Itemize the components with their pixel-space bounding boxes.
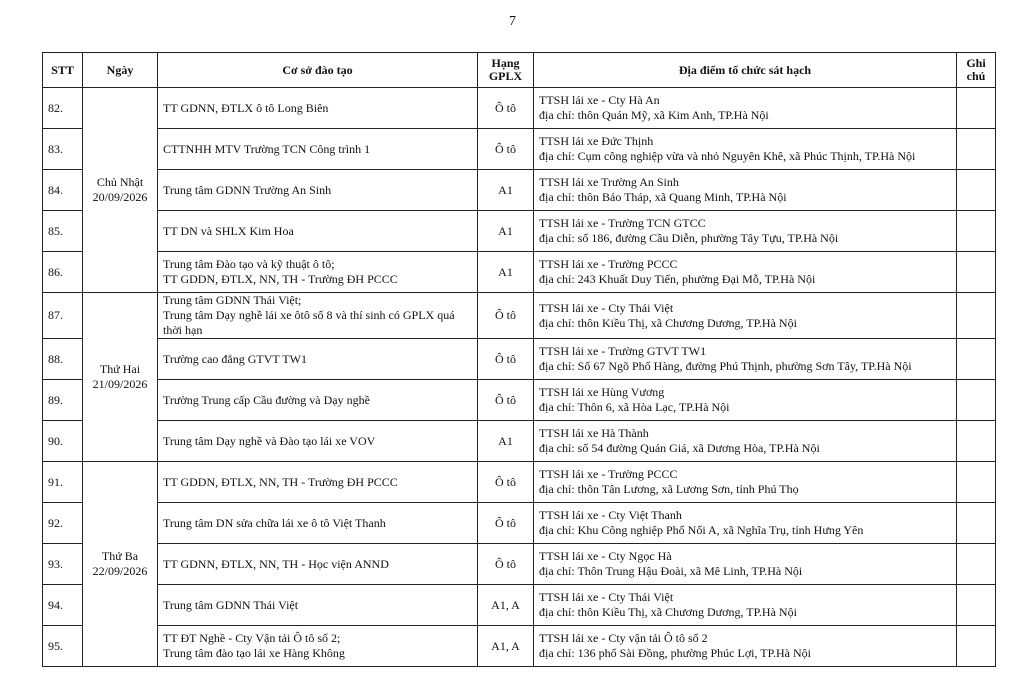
date-cell: Chủ Nhật 20/09/2026 bbox=[83, 88, 158, 293]
test-center-name: TTSH lái xe - Cty Thái Việt bbox=[539, 300, 674, 315]
table-body bbox=[43, 88, 996, 667]
location-cell bbox=[534, 503, 957, 544]
note-cell bbox=[957, 252, 996, 293]
test-center-address: địa chỉ: thôn Tân Lương, xã Lương Sơn, tỉnh Phú Thọ bbox=[539, 482, 799, 496]
header-facility: Cơ sở đào tạo bbox=[158, 53, 478, 88]
table-header-row bbox=[43, 53, 996, 88]
note-cell bbox=[957, 462, 996, 503]
table-row bbox=[43, 544, 996, 585]
stt-cell: 90. bbox=[43, 421, 83, 462]
header-note: Ghi chú bbox=[957, 53, 996, 88]
header-stt: STT bbox=[43, 53, 83, 88]
note-cell bbox=[957, 503, 996, 544]
test-center-name: TTSH lái xe Hà Thành bbox=[539, 426, 649, 440]
table-row bbox=[43, 129, 996, 170]
test-center-name: TTSH lái xe Trường An Sinh bbox=[539, 175, 679, 189]
stt-cell: 93. bbox=[43, 544, 83, 585]
rank-cell: Ô tô bbox=[478, 503, 534, 544]
table-row bbox=[43, 88, 996, 129]
table-row bbox=[43, 421, 996, 462]
location-cell bbox=[534, 339, 957, 380]
facility-cell: Trung tâm DN sửa chữa lái xe ô tô Việt Thanh bbox=[158, 503, 478, 544]
test-center-address: địa chỉ: thôn Bảo Tháp, xã Quang Minh, TP.Hà Nội bbox=[539, 190, 787, 204]
location-cell bbox=[534, 544, 957, 585]
stt-cell: 88. bbox=[43, 339, 83, 380]
facility-cell: Trung tâm GDNN Thái Việt; Trung tâm Dạy nghề lái xe ôtô số 8 và thí sinh có GPLX quá thời hạn bbox=[158, 293, 478, 339]
table-row bbox=[43, 170, 996, 211]
rank-cell: Ô tô bbox=[478, 339, 534, 380]
test-center-name: TTSH lái xe - Cty Việt Thanh bbox=[539, 508, 682, 522]
test-center-name: TTSH lái xe - Cty Thái Việt bbox=[539, 590, 674, 604]
test-center-address: địa chỉ: Khu Công nghiệp Phố Nối A, xã Nghĩa Trụ, tỉnh Hưng Yên bbox=[539, 523, 864, 537]
rank-cell: Ô tô bbox=[478, 88, 534, 129]
table-row bbox=[43, 626, 996, 667]
rank-cell: Ô tô bbox=[478, 462, 534, 503]
location-cell bbox=[534, 211, 957, 252]
location-cell bbox=[534, 252, 957, 293]
header-rank: Hạng GPLX bbox=[478, 53, 534, 88]
location-cell bbox=[534, 170, 957, 211]
facility-cell: Trung tâm Đào tạo và kỹ thuật ô tô; TT GDDN, ĐTLX, NN, TH - Trường ĐH PCCC bbox=[158, 252, 478, 293]
test-center-address: địa chỉ: số 54 đường Quán Giá, xã Dương Hòa, TP.Hà Nội bbox=[539, 441, 820, 455]
test-center-name: TTSH lái xe - Cty vận tải Ô tô số 2 bbox=[539, 631, 708, 645]
test-center-name: TTSH lái xe - Trường PCCC bbox=[539, 467, 678, 481]
rank-cell: Ô tô bbox=[478, 129, 534, 170]
table-row bbox=[43, 293, 996, 339]
note-cell bbox=[957, 211, 996, 252]
stt-cell: 83. bbox=[43, 129, 83, 170]
location-cell bbox=[534, 585, 957, 626]
stt-cell: 94. bbox=[43, 585, 83, 626]
table-row bbox=[43, 211, 996, 252]
note-cell bbox=[957, 380, 996, 421]
facility-cell: TT DN và SHLX Kim Hoa bbox=[158, 211, 478, 252]
stt-cell: 95. bbox=[43, 626, 83, 667]
location-cell bbox=[534, 462, 957, 503]
test-center-name: TTSH lái xe - Cty Hà An bbox=[539, 93, 660, 107]
note-cell bbox=[957, 293, 996, 339]
stt-cell: 91. bbox=[43, 462, 83, 503]
facility-cell: TT GDNN, ĐTLX ô tô Long Biên bbox=[158, 88, 478, 129]
rank-cell: A1 bbox=[478, 421, 534, 462]
test-center-address: địa chỉ: Số 67 Ngõ Phố Hàng, đường Phú Thịnh, phường Sơn Tây, TP.Hà Nội bbox=[539, 359, 912, 373]
stt-cell: 86. bbox=[43, 252, 83, 293]
location-cell bbox=[534, 293, 957, 339]
test-center-address: địa chỉ: thôn Quán Mỹ, xã Kim Anh, TP.Hà Nội bbox=[539, 108, 769, 122]
test-center-name: TTSH lái xe - Trường PCCC bbox=[539, 257, 678, 271]
note-cell bbox=[957, 170, 996, 211]
test-center-address: địa chỉ: thôn Kiều Thị, xã Chương Dương, TP.Hà Nội bbox=[539, 315, 797, 330]
table-row bbox=[43, 503, 996, 544]
stt-cell: 82. bbox=[43, 88, 83, 129]
note-cell bbox=[957, 129, 996, 170]
page-number: 7 bbox=[509, 14, 516, 29]
rank-cell: Ô tô bbox=[478, 544, 534, 585]
test-center-address: địa chỉ: số 186, đường Cầu Diễn, phường Tây Tựu, TP.Hà Nội bbox=[539, 231, 839, 245]
rank-cell: Ô tô bbox=[478, 293, 534, 339]
test-center-name: TTSH lái xe - Cty Ngọc Hà bbox=[539, 549, 672, 563]
rank-cell: A1 bbox=[478, 252, 534, 293]
facility-cell: Trung tâm GDNN Thái Việt bbox=[158, 585, 478, 626]
stt-cell: 87. bbox=[43, 293, 83, 339]
table-row bbox=[43, 339, 996, 380]
note-cell bbox=[957, 626, 996, 667]
table-row bbox=[43, 585, 996, 626]
note-cell bbox=[957, 544, 996, 585]
test-center-name: TTSH lái xe - Trường GTVT TW1 bbox=[539, 344, 707, 358]
facility-cell: TT GDDN, ĐTLX, NN, TH - Trường ĐH PCCC bbox=[158, 462, 478, 503]
rank-cell: A1, A bbox=[478, 585, 534, 626]
location-cell bbox=[534, 626, 957, 667]
header-location: Địa điểm tổ chức sát hạch bbox=[534, 53, 957, 88]
rank-cell: A1 bbox=[478, 170, 534, 211]
test-center-name: TTSH lái xe Đức Thịnh bbox=[539, 134, 654, 148]
stt-cell: 84. bbox=[43, 170, 83, 211]
header-date: Ngày bbox=[83, 53, 158, 88]
location-cell bbox=[534, 380, 957, 421]
test-center-address: địa chỉ: 136 phố Sài Đồng, phường Phúc Lợi, TP.Hà Nội bbox=[539, 646, 811, 660]
facility-cell: Trung tâm Dạy nghề và Đào tạo lái xe VOV bbox=[158, 421, 478, 462]
test-center-address: địa chỉ: thôn Kiều Thị, xã Chương Dương, TP.Hà Nội bbox=[539, 605, 797, 619]
note-cell bbox=[957, 585, 996, 626]
facility-cell: CTTNHH MTV Trường TCN Công trình 1 bbox=[158, 129, 478, 170]
facility-cell: Trung tâm GDNN Trường An Sinh bbox=[158, 170, 478, 211]
date-cell: Thứ Hai 21/09/2026 bbox=[83, 293, 158, 462]
test-center-name: TTSH lái xe Hùng Vương bbox=[539, 385, 665, 399]
location-cell bbox=[534, 88, 957, 129]
facility-cell: TT GDNN, ĐTLX, NN, TH - Học viện ANND bbox=[158, 544, 478, 585]
note-cell bbox=[957, 339, 996, 380]
stt-cell: 89. bbox=[43, 380, 83, 421]
test-center-address: địa chỉ: Thôn 6, xã Hòa Lạc, TP.Hà Nội bbox=[539, 400, 730, 414]
facility-cell: TT ĐT Nghề - Cty Vận tải Ô tô số 2; Trung tâm đào tạo lái xe Hàng Không bbox=[158, 626, 478, 667]
note-cell bbox=[957, 88, 996, 129]
test-center-address: địa chỉ: 243 Khuất Duy Tiến, phường Đại Mỗ, TP.Hà Nội bbox=[539, 272, 816, 286]
location-cell bbox=[534, 421, 957, 462]
facility-cell: Trường Trung cấp Cầu đường và Dạy nghề bbox=[158, 380, 478, 421]
exam-schedule-table bbox=[42, 52, 996, 667]
date-cell: Thứ Ba 22/09/2026 bbox=[83, 462, 158, 667]
stt-cell: 85. bbox=[43, 211, 83, 252]
rank-cell: A1 bbox=[478, 211, 534, 252]
test-center-address: địa chỉ: Cụm công nghiệp vừa và nhỏ Nguyên Khê, xã Phúc Thịnh, TP.Hà Nội bbox=[539, 149, 916, 163]
test-center-address: địa chỉ: Thôn Trung Hậu Đoài, xã Mê Linh, TP.Hà Nội bbox=[539, 564, 803, 578]
table-row bbox=[43, 380, 996, 421]
table-row bbox=[43, 252, 996, 293]
facility-cell: Trường cao đẳng GTVT TW1 bbox=[158, 339, 478, 380]
rank-cell: A1, A bbox=[478, 626, 534, 667]
table-row bbox=[43, 462, 996, 503]
location-cell bbox=[534, 129, 957, 170]
stt-cell: 92. bbox=[43, 503, 83, 544]
note-cell bbox=[957, 421, 996, 462]
test-center-name: TTSH lái xe - Trường TCN GTCC bbox=[539, 216, 706, 230]
rank-cell: Ô tô bbox=[478, 380, 534, 421]
